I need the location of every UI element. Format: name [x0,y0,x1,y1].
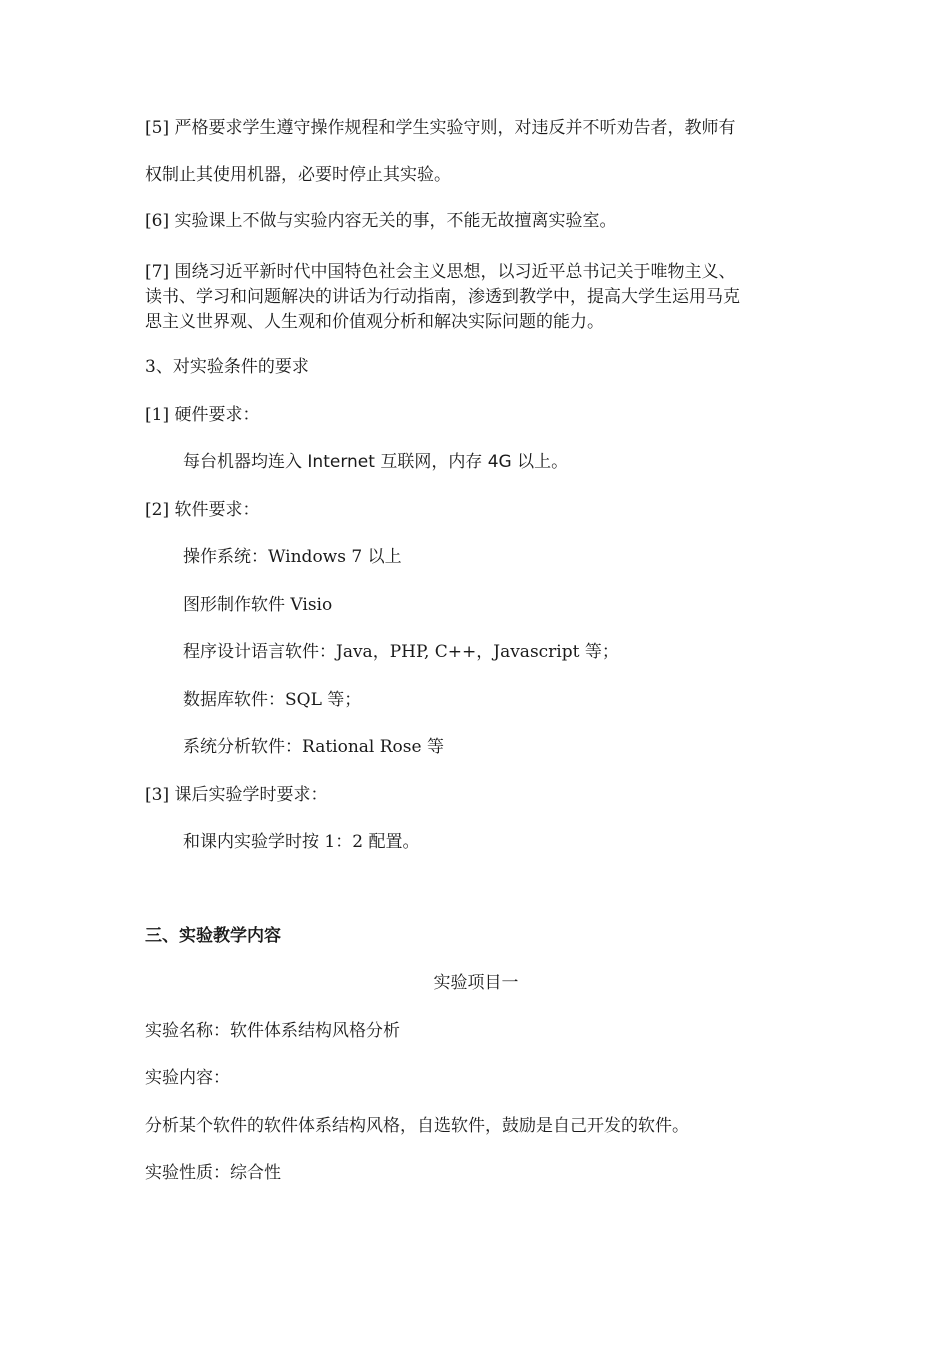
software-item-database: 数据库软件：SQL 等； [183,690,362,710]
hardware-detail-pre: 每台机器均连入 [183,452,308,472]
requirement-6: [6] 实验课上不做与实验内容无关的事，不能无故擅离实验室。 [145,211,617,231]
experiment-name: 实验名称：软件体系结构风格分析 [145,1021,400,1041]
hours-label: [3] 课后实验学时要求： [145,785,328,805]
software-item-graphics: 图形制作软件 Visio [183,595,333,615]
hours-detail: 和课内实验学时按 1：2 配置。 [183,832,420,852]
software-item-os: 操作系统：Windows 7 以上 [183,547,402,567]
hardware-detail [183,451,813,473]
requirement-5-line-1: [5] 严格要求学生遵守操作规程和学生实验守则，对违反并不听劝告者，教师有 [145,118,736,138]
hardware-label: [1] 硬件要求： [145,405,260,425]
hardware-detail-post: 以上。 [511,452,569,472]
section-heading: 三、实验教学内容 [145,926,281,946]
requirement-5-line-2: 权制止其使用机器，必要时停止其实验。 [145,165,451,185]
experiment-content-detail: 分析某个软件的软件体系结构风格，自选软件，鼓励是自己开发的软件。 [145,1116,689,1136]
hardware-detail-memory: 4G [487,452,512,472]
requirement-7-line-2: 读书、学习和问题解决的讲话为行动指南，渗透到教学中，提高大学生运用马克 [145,287,740,307]
experiment-nature: 实验性质：综合性 [145,1163,281,1183]
hardware-detail-internet: Internet [307,452,375,472]
experiment-content-label: 实验内容： [145,1068,230,1088]
requirement-7-line-1: [7] 围绕习近平新时代中国特色社会主义思想，以习近平总书记关于唯物主义、 [145,262,736,282]
project-title: 实验项目一 [433,973,519,993]
requirement-7-line-3: 思主义世界观、人生观和价值观分析和解决实际问题的能力。 [145,312,604,332]
conditions-title: 3、对实验条件的要求 [145,357,309,377]
software-item-programming: 程序设计语言软件：Java，PHP, C++，Javascript 等； [183,642,619,662]
software-item-analysis: 系统分析软件：Rational Rose 等 [183,737,444,757]
software-label: [2] 软件要求： [145,500,260,520]
hardware-detail-mid: 互联网，内存 [374,452,488,472]
